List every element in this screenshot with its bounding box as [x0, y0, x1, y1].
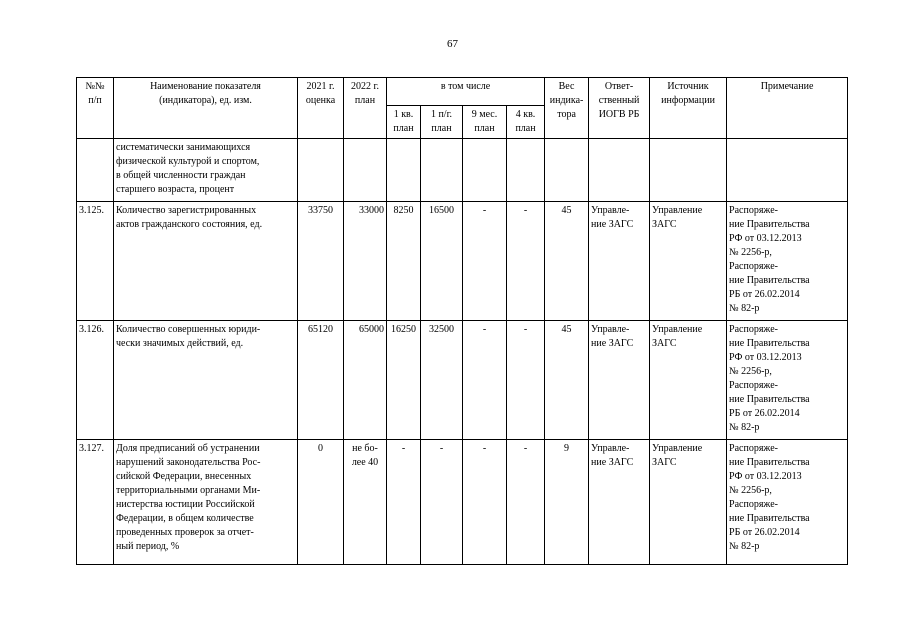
row-q4: -	[507, 321, 545, 440]
row-q4: -	[507, 440, 545, 565]
row-2022: 65000	[344, 321, 387, 440]
header-h1: 1 п/г. план	[421, 106, 463, 139]
header-2021: 2021 г. оценка	[298, 78, 344, 139]
page-number: 67	[447, 38, 458, 50]
row-responsible: Управле- ние ЗАГС	[589, 202, 650, 321]
row-h1: 32500	[421, 321, 463, 440]
header-q1: 1 кв. план	[387, 106, 421, 139]
row-num: 3.127.	[77, 440, 114, 565]
header-responsible: Ответ- ственный ИОГВ РБ	[589, 78, 650, 139]
row-weight: 45	[545, 202, 589, 321]
row-h1: -	[421, 440, 463, 565]
row-weight: 9	[545, 440, 589, 565]
indicators-table	[76, 77, 848, 565]
row-note: Распоряже- ние Правительства РФ от 03.12.2013 № 2256-р, Распоряже- ние Правительства РБ от 26.02.2014 № 82-р	[727, 440, 848, 565]
row-name: Доля предписаний об устранении нарушений законодательства Рос- сийской Федерации, внесенных территориальными органами Ми- нистерства юстиции Российской Федерации, в общем количестве проведенных проверок за отчет- ный период, %	[114, 440, 298, 565]
header-num: №№ п/п	[77, 78, 114, 139]
row-2022: не бо- лее 40	[344, 440, 387, 565]
row-weight: 45	[545, 321, 589, 440]
row-name: Количество совершенных юриди- чески значимых действий, ед.	[114, 321, 298, 440]
header-2022: 2022 г. план	[344, 78, 387, 139]
row-2021: 33750	[298, 202, 344, 321]
row-9m: -	[463, 440, 507, 565]
table-row	[77, 202, 848, 321]
row-2022: 33000	[344, 202, 387, 321]
table-row	[77, 440, 848, 565]
row-note: Распоряже- ние Правительства РФ от 03.12.2013 № 2256-р, Распоряже- ние Правительства РБ от 26.02.2014 № 82-р	[727, 321, 848, 440]
row-h1: 16500	[421, 202, 463, 321]
row-name: Количество зарегистрированных актов гражданского состояния, ед.	[114, 202, 298, 321]
row-q1: 8250	[387, 202, 421, 321]
header-9m: 9 мес. план	[463, 106, 507, 139]
header-note: Примечание	[727, 78, 848, 139]
row-num: 3.125.	[77, 202, 114, 321]
continuation-text: систематически занимающихся физической культурой и спортом, в общей численности граждан старшего возраста, процент	[114, 139, 298, 202]
header-source: Источник информации	[650, 78, 727, 139]
row-source: Управление ЗАГС	[650, 321, 727, 440]
row-q4: -	[507, 202, 545, 321]
row-responsible: Управле- ние ЗАГС	[589, 321, 650, 440]
row-9m: -	[463, 202, 507, 321]
row-q1: -	[387, 440, 421, 565]
header-including: в том числе	[387, 78, 545, 106]
row-source: Управление ЗАГС	[650, 440, 727, 565]
row-9m: -	[463, 321, 507, 440]
row-note: Распоряже- ние Правительства РФ от 03.12.2013 № 2256-р, Распоряже- ние Правительства РБ от 26.02.2014 № 82-р	[727, 202, 848, 321]
row-num: 3.126.	[77, 321, 114, 440]
row-responsible: Управле- ние ЗАГС	[589, 440, 650, 565]
header-q4: 4 кв. план	[507, 106, 545, 139]
row-2021: 0	[298, 440, 344, 565]
table-row	[77, 321, 848, 440]
table-row	[77, 139, 848, 202]
row-source: Управление ЗАГС	[650, 202, 727, 321]
row-2021: 65120	[298, 321, 344, 440]
row-q1: 16250	[387, 321, 421, 440]
header-weight: Вес индика- тора	[545, 78, 589, 139]
header-name: Наименование показателя (индикатора), ед. изм.	[114, 78, 298, 139]
